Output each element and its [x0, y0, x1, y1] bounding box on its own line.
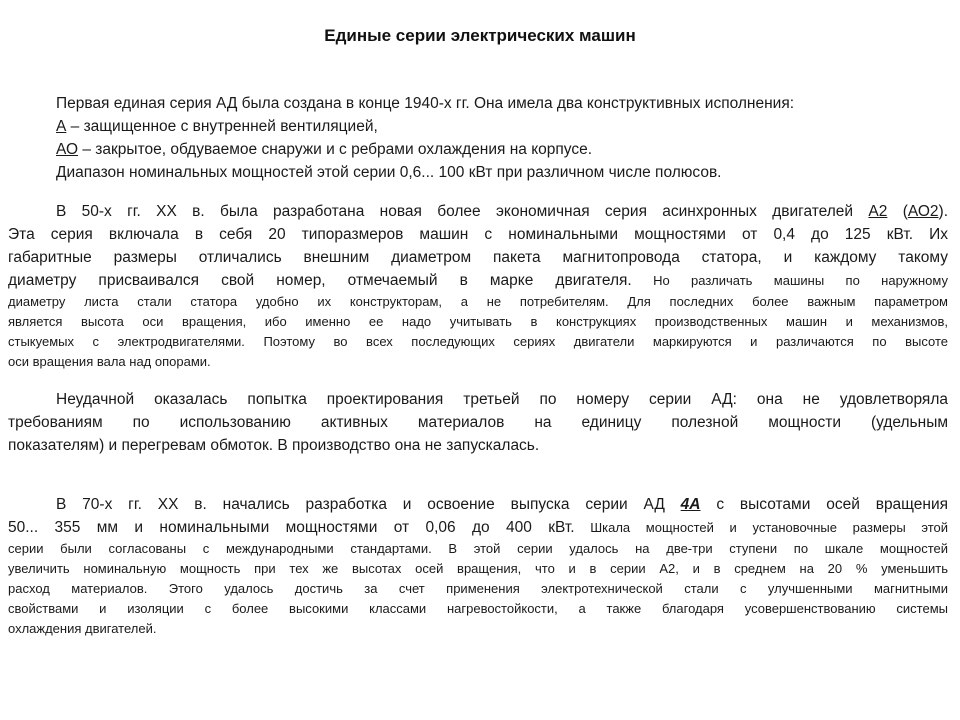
p4-line-4: увеличить номинальную мощность при тех же высотах осей вращения, что и в серии А2, и в среднем на 20 % уменьшить — [8, 561, 948, 576]
paragraph-third-series — [8, 388, 948, 457]
p4-line-2: 50... 355 мм и номинальными мощностями от 0,06 до 400 кВт. Шкала мощностей и установочные размеры этой — [8, 519, 949, 536]
p2-line-3: габаритные размеры отличались внешним диаметром пакета магнитопровода статора, и каждому такому — [8, 249, 948, 266]
p4-line-3: серии были согласованы с международными стандартами. В этой серии удалось на две-три ступени по шкале мощностей — [8, 541, 948, 556]
p2-line-6: является высота оси вращения, ибо именно ее надо учитывать в конструкциях производственных машин и механизмов, — [8, 314, 948, 329]
paragraph-first-series — [8, 92, 948, 184]
p2-line-4: диаметру присваивался свой номер, отмечаемый в марке двигателя. Но различать машины по наружному — [8, 272, 948, 289]
p2-line-5: диаметру листа стали статора удобно их конструкторам, а не потребителям. Для последних более важным параметром — [8, 294, 948, 309]
paragraph-a2-series — [8, 200, 948, 372]
p2-line-2: Эта серия включала в себя 20 типоразмеров машин с номинальными мощностями от 0,4 до 125 кВт. Их — [8, 226, 948, 243]
p3-line-2: требованиям по использованию активных материалов на единицу полезной мощности (удельным — [8, 414, 948, 431]
series-ao-label: АО — [56, 141, 79, 158]
series-ao-desc: – закрытое, обдуваемое снаружи и с ребрами охлаждения на корпусе. — [78, 141, 593, 158]
series-a-desc: – защищенное с внутренней вентиляцией, — [66, 118, 378, 135]
p3-line-1: Неудачной оказалась попытка проектирования третьей по номеру серии АД: она не удовлетворяла — [56, 391, 948, 408]
p1-line-1: Первая единая серия АД была создана в конце 1940-х гг. Она имела два конструктивных исполнения: — [56, 95, 795, 112]
paragraph-4a-series — [8, 493, 948, 639]
series-a-label: А — [56, 118, 67, 135]
p4-line-1: В 70-х гг. XX в. начались разработка и освоение выпуска серии АД 4А с высотами осей вращения — [56, 496, 948, 513]
p4-line-7: охлаждения двигателей. — [8, 621, 157, 636]
p4-line-6: свойствами и изоляции с более высокими классами нагревостойкости, а также благодаря усовершенствованию системы — [8, 601, 948, 616]
p1-line-4: Диапазон номинальных мощностей этой серии 0,6... 100 кВт при различном числе полюсов. — [56, 164, 722, 181]
slide-title: Единые серии электрических машин — [324, 26, 636, 45]
p2-line-8: оси вращения вала над опорами. — [8, 354, 211, 369]
series-4a-label: 4А — [680, 496, 701, 513]
series-ao2-label: АО2 — [907, 203, 939, 220]
p1-line-2 — [8, 115, 948, 138]
p2-line-7: стыкуемых с электродвигателями. Поэтому во всех последующих сериях двигатели маркируются и различаются по высоте — [8, 334, 948, 349]
p3-line-3: показателям) и перегревам обмоток. В производство она не запускалась. — [8, 437, 540, 454]
p2-line-1: В 50-х гг. XX в. была разработана новая более экономичная серия асинхронных двигателей А2 (АО2). — [56, 203, 949, 220]
p1-line-3 — [8, 138, 948, 161]
series-a2-label: А2 — [868, 203, 888, 220]
p4-line-5: расход материалов. Этого удалось достичь за счет применения электротехнической стали с улучшенными магнитными — [8, 581, 948, 596]
